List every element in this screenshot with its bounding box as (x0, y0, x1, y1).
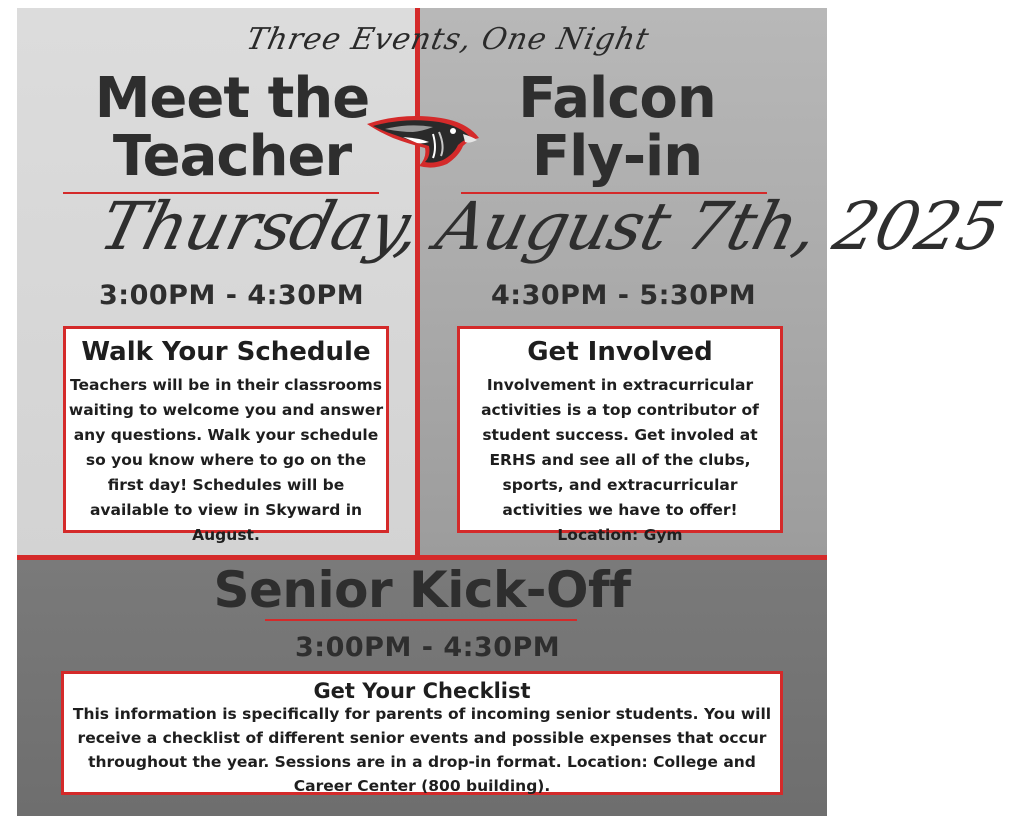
falcon-title-line1: Falcon (518, 66, 716, 131)
get-your-checklist-card (61, 671, 783, 795)
get-your-checklist-body: This information is specifically for parents of incoming senior students. You will receive a checklist of different senior events and possible expenses that occur throughout the year. Sessions are in a drop-in format. Location: College and Career Center (800 building). (72, 705, 772, 795)
walk-your-schedule-heading: Walk Your Schedule (81, 337, 371, 367)
meet-title-line1: Meet the (94, 66, 370, 131)
senior-kickoff-title: Senior Kick-Off (213, 561, 631, 619)
get-involved-heading: Get Involved (527, 337, 713, 367)
walk-your-schedule-body: Teachers will be in their classrooms waiting to welcome you and answer any questions. Walk your schedule so you know where to go on the first day! Schedules will be available to view in Skyward in August. (68, 376, 384, 544)
get-involved-body: Involvement in extracurricular activities is a top contributor of student success. Get involed at ERHS and see all of the clubs, sports, and extracurricular activities we have to offer! Location: Gym (481, 376, 759, 544)
vertical-divider (415, 8, 420, 560)
event-date: Thursday, August 7th, 2025 (92, 188, 1009, 265)
get-your-checklist-heading: Get Your Checklist (313, 679, 531, 703)
tagline: Three Events, One Night (243, 22, 653, 57)
meet-the-teacher-title (67, 66, 397, 189)
falcon-head-logo-icon (363, 104, 483, 174)
event-flyer (17, 8, 1009, 816)
horizontal-divider (17, 555, 827, 560)
walk-your-schedule-card (63, 326, 389, 544)
meet-the-teacher-time: 3:00PM - 4:30PM (99, 280, 365, 311)
senior-kickoff-time: 3:00PM - 4:30PM (295, 632, 561, 663)
falcon-fly-in-time: 4:30PM - 5:30PM (491, 280, 757, 311)
falcon-title-line2: Fly-in (531, 124, 703, 189)
senior-title-rule (265, 619, 577, 621)
meet-title-line2: Teacher (112, 124, 352, 189)
get-involved-card (457, 326, 783, 544)
falcon-fly-in-title (487, 66, 747, 189)
